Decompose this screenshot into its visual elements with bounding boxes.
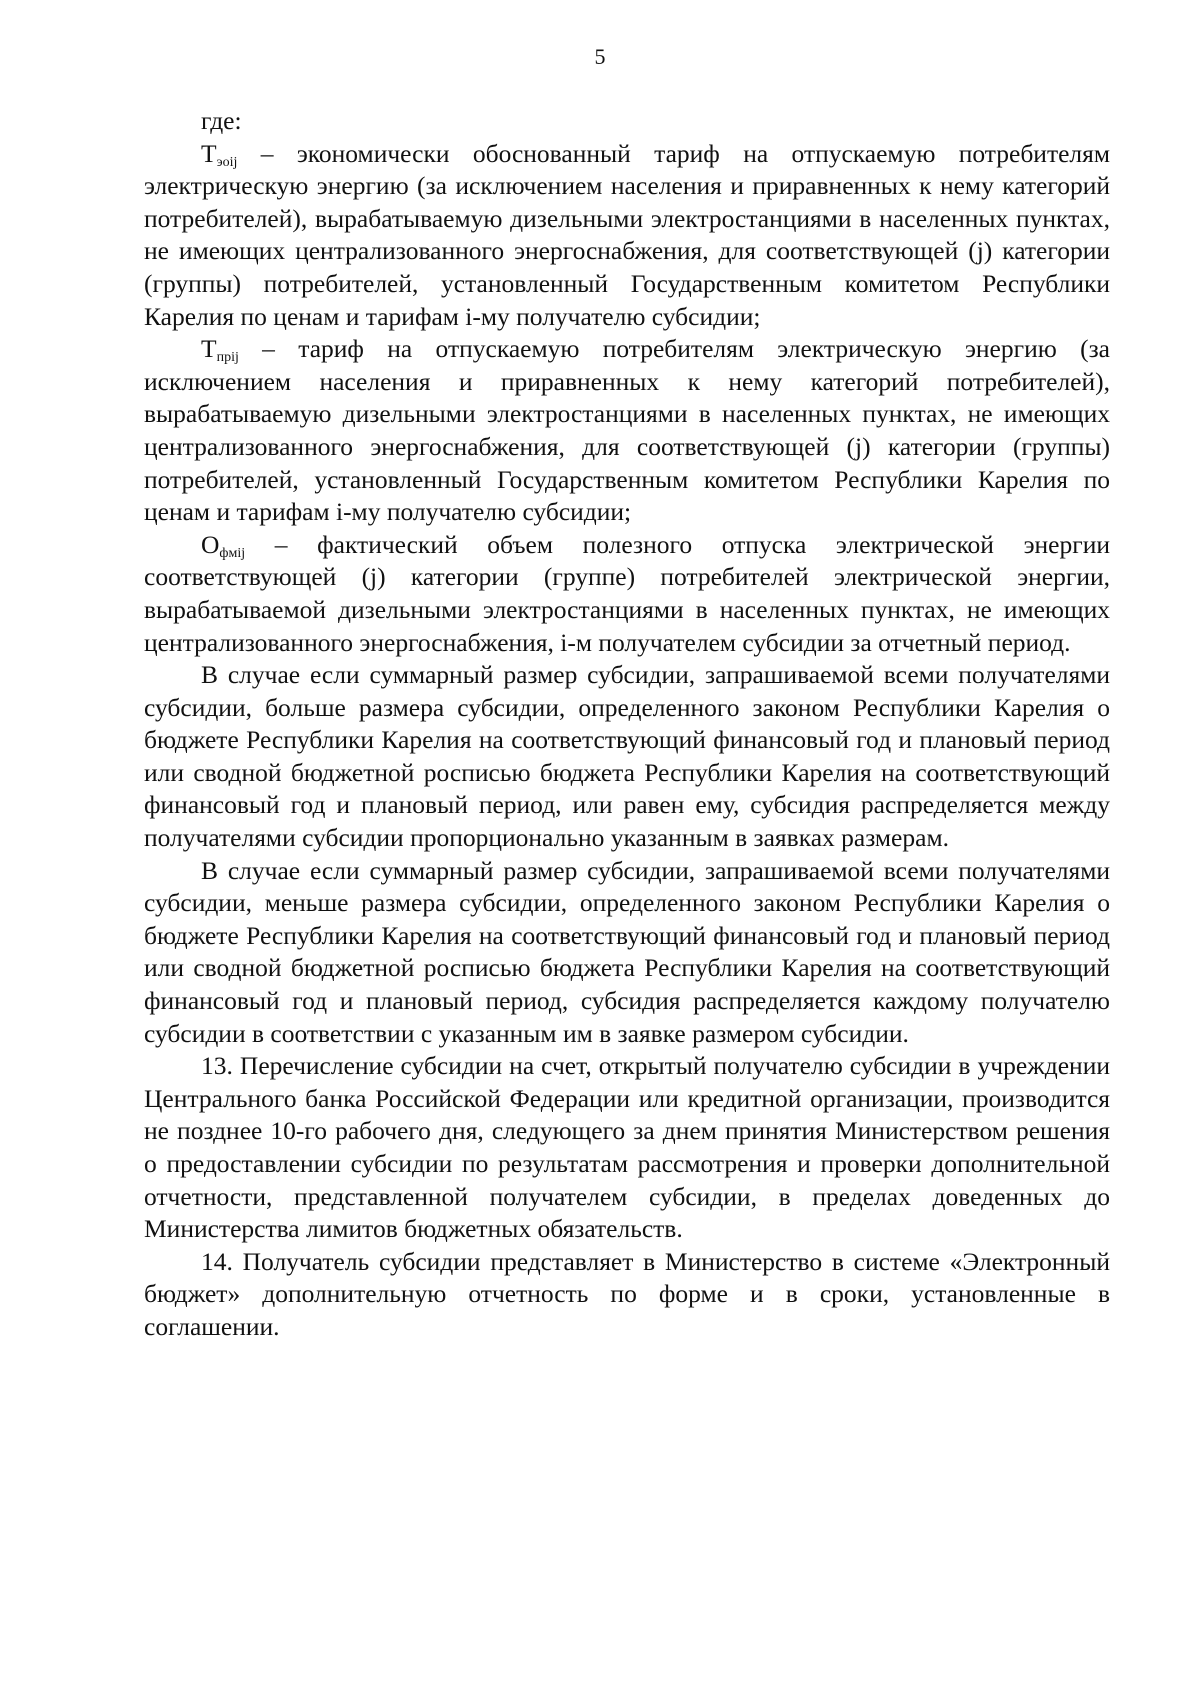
symbol: $Т_{эоij}$	[201, 138, 238, 170]
definition-volume	[144, 529, 1110, 659]
paragraph-13-transfer: 13. Перечисление субсидии на счет, открытый получателю субсидии в учреждении Центрального банка Российской Федерации или кредитной организации, производится не позднее 10-го рабочего дня, следующего за днем принятия Министерством решения о предоставлении субсидии по результатам рассмотрения и проверки дополнительной отчетности, представленной получателем субсидии, в пределах доведенных до Министерства лимитов бюджетных обязательств.	[144, 1051, 1110, 1244]
paragraph-14-reporting: 14. Получатель субсидии представляет в Министерство в системе «Электронный бюджет» дополнительную отчетность по форме и в сроки, установленные в соглашении.	[144, 1246, 1110, 1341]
definition-tariff-economic	[144, 138, 1110, 334]
symbol: $Т_{прij}$	[201, 334, 239, 366]
document-body	[144, 105, 1110, 1344]
definition-text: – тариф на отпускаемую потребителям электрическую энергию (за исключением населения и приравненных к нему категорий потребителей), вырабатываемую дизельными электростанциями в населенных пунктах, не имеющих централизованного энергоснабжения, для соответствующей (j) категории (группы) потребителей, установленный Государственным комитетом Республики Карелия по ценам и тарифам i-му получателю субсидии;	[144, 334, 1110, 527]
page-number: 5	[594, 44, 606, 69]
symbol: $О_{фмij}$	[201, 529, 246, 561]
definition-text: – фактический объем полезного отпуска электрической энергии соответствующей (j) категории (группе) потребителей электрической энергии, вырабатываемой дизельными электростанциями в населенных пунктах, не имеющих централизованного энергоснабжения, i-м получателем субсидии за отчетный период.	[144, 529, 1110, 657]
intro-text: где:	[201, 106, 242, 135]
definition-text: – экономически обоснованный тариф на отпускаемую потребителям электрическую энергию (за исключением населения и приравненных к нему категорий потребителей), вырабатываемую дизельными электростанциями в населенных пунктах, не имеющих централизованного энергоснабжения, для соответствующей (j) категории (группы) потребителей, установленный Государственным комитетом Республики Карелия по ценам и тарифам i-му получателю субсидии;	[144, 138, 1110, 331]
paragraph-subsidy-less: В случае если суммарный размер субсидии, запрашиваемой всеми получателями субсидии, меньше размера субсидии, определенного законом Республики Карелия о бюджете Республики Карелия на соответствующий финансовый год и плановый период или сводной бюджетной росписью бюджета Республики Карелия на соответствующий финансовый год и плановый период, субсидия распределяется каждому получателю субсидии в соответствии с указанным им в заявке размером субсидии.	[144, 855, 1110, 1048]
definition-tariff-established	[144, 333, 1110, 529]
paragraph-subsidy-greater: В случае если суммарный размер субсидии, запрашиваемой всеми получателями субсидии, больше размера субсидии, определенного законом Республики Карелия о бюджете Республики Карелия на соответствующий финансовый год и плановый период или сводной бюджетной росписью бюджета Республики Карелия на соответствующий финансовый год и плановый период, или равен ему, субсидия распределяется между получателями субсидии пропорционально указанным в заявках размерам.	[144, 660, 1110, 853]
